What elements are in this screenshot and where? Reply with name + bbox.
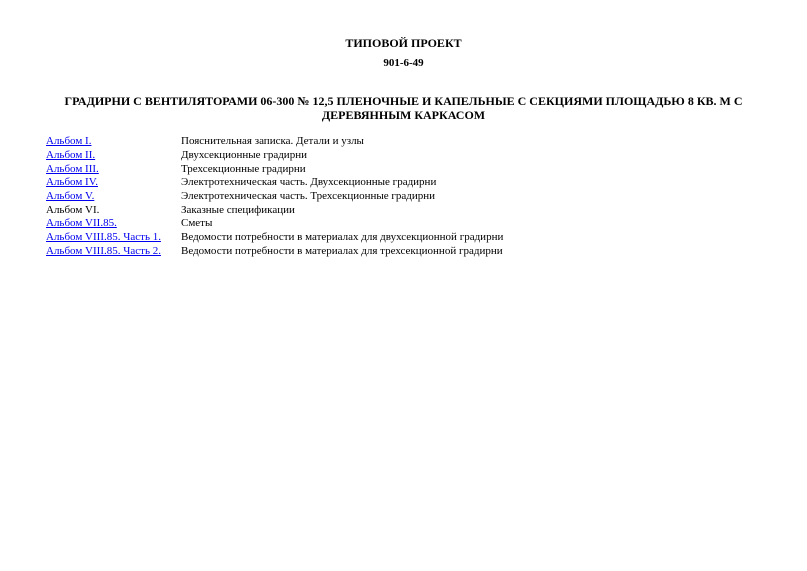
- album-name-6: Альбом VI.: [46, 203, 100, 216]
- album-description-1: Пояснительная записка. Детали и узлы: [181, 135, 364, 148]
- document-title: ГРАДИРНИ С ВЕНТИЛЯТОРАМИ 06-300 № 12,5 ПЛЕНОЧНЫЕ И КАПЕЛЬНЫЕ С СЕКЦИЯМИ ПЛОЩАДЬЮ 8 КВ. М С ДЕРЕВЯННЫМ КАРКАСОМ: [64, 94, 743, 122]
- album-link-9[interactable]: Альбом VIII.85. Часть 2.: [46, 244, 161, 257]
- album-row-9: [46, 245, 766, 259]
- album-link-3[interactable]: Альбом III.: [46, 162, 99, 175]
- album-description-4: Электротехническая часть. Двухсекционные градирни: [181, 176, 437, 189]
- album-link-8[interactable]: Альбом VIII.85. Часть 1.: [46, 231, 161, 244]
- document-type-heading: ТИПОВОЙ ПРОЕКТ: [345, 36, 462, 50]
- album-row-8: [46, 231, 766, 245]
- album-link-4[interactable]: Альбом IV.: [46, 176, 98, 189]
- album-link-7[interactable]: Альбом VII.85.: [46, 217, 117, 230]
- album-row-1: [46, 135, 766, 149]
- album-row-4: [46, 176, 766, 190]
- album-row-3: [46, 162, 766, 176]
- album-row-5: [46, 190, 766, 204]
- album-link-5[interactable]: Альбом V.: [46, 190, 95, 203]
- album-description-2: Двухсекционные градирни: [181, 149, 307, 162]
- document-number: 901-6-49: [383, 57, 424, 69]
- album-description-6: Заказные спецификации: [181, 203, 295, 216]
- album-description-5: Электротехническая часть. Трехсекционные градирни: [181, 190, 436, 203]
- album-row-2: [46, 149, 766, 163]
- album-description-7: Сметы: [181, 217, 213, 230]
- album-description-9: Ведомости потребности в материалах для трехсекционной градирни: [181, 244, 503, 257]
- album-list: [46, 135, 766, 258]
- album-description-3: Трехсекционные градирни: [181, 162, 306, 175]
- album-link-2[interactable]: Альбом II.: [46, 149, 96, 162]
- album-row-6: [46, 203, 766, 217]
- album-description-8: Ведомости потребности в материалах для двухсекционной градирни: [181, 231, 504, 244]
- album-row-7: [46, 217, 766, 231]
- album-link-1[interactable]: Альбом I.: [46, 135, 92, 148]
